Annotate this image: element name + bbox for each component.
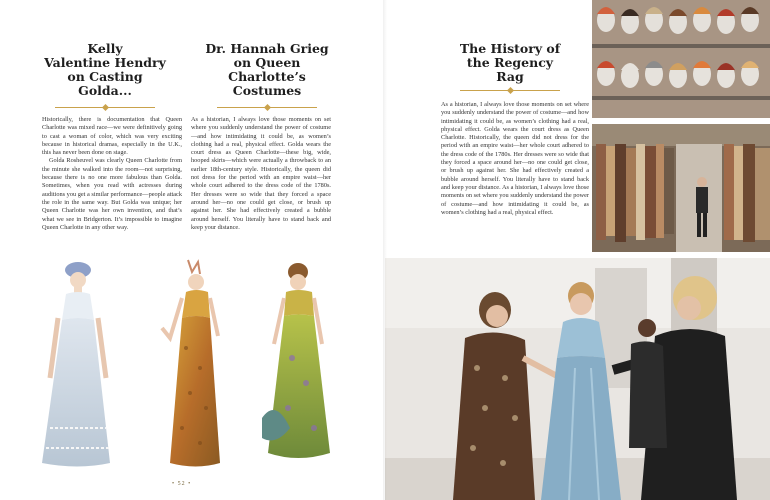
photo-costume-racks — [592, 124, 770, 252]
spine-shadow — [383, 0, 387, 500]
paragraph: Historically, there is documentation that Queen Charlotte was mixed race—we were definitively going to cast a woman of color, which was very exciting because in historical dramas, especially in the U.K., this has never been done on stage. — [42, 116, 182, 157]
heading-line: Valentine Hendry — [44, 55, 166, 70]
column-casting-golda — [42, 116, 182, 232]
gold-divider — [217, 107, 317, 108]
paragraph: As a historian, I always love those moments on set where you suddenly understand the power of costume—and how intimidating it could be, as women’s clothing had a real, physical effect. Golda wears the court dress as Queen Charlotte. Historically, the queen did not dress for the period with an empire waist—her whole court adhered to the dress code of the 1780s. Her dresses were so wide that they forced a space around her—no one could get close, or brush up against her. She had effectively created a bubble around herself. You literally have to stand back and keep your distance. As a historian, I always love those moments on set where you suddenly understand the power of costume—and how intimidating it could be, as women’s clothing had a real, physical effect. — [441, 101, 589, 216]
heading-line: on Casting — [67, 69, 143, 84]
heading-line: Dr. Hannah Grieg — [205, 41, 329, 56]
gold-divider — [55, 107, 155, 108]
heading-kelly-valentine-hendry — [30, 42, 180, 98]
photo-costume-fitting — [385, 258, 770, 500]
column-queen-charlotte-costumes — [191, 116, 331, 232]
page-number: • 52 • — [172, 481, 192, 487]
heading-line: Rag — [496, 69, 524, 84]
column-regency-rag — [441, 101, 589, 217]
heading-regency-rag — [435, 42, 585, 84]
paragraph: As a historian, I always love those moments on set where you suddenly understand the power of costume—and how intimidating it could be, as women’s clothing had a real, physical effect. Golda wears the court dress as Queen Charlotte—these big, wide, hooped skirts—which were actually a throwback to an earlier 18th-century style. Historically, the queen did not dress for the period with an empire waist—her whole court adhered to the dress code of the 1780s. Her dresses were so wide that they forced a space around her—no one could get close, or brush up against her. She had effectively created a bubble around herself. You literally have to stand back and keep your distance. — [191, 116, 331, 231]
right-page — [385, 0, 770, 500]
fashion-plate-illustrations — [30, 258, 360, 473]
figure-gold-gown — [162, 260, 220, 467]
heading-line: Kelly — [87, 41, 123, 56]
gold-divider — [460, 90, 560, 91]
heading-line: Costumes — [232, 83, 302, 98]
heading-line: the Regency — [466, 55, 554, 70]
heading-line: Charlotte’s — [228, 69, 306, 84]
heading-line: The History of — [459, 41, 561, 56]
regency-gowns-illustration — [30, 258, 360, 473]
heading-line: Golda... — [78, 83, 132, 98]
figure-green-gown — [262, 263, 330, 458]
photo-wig-room — [592, 0, 770, 118]
heading-hannah-grieg — [192, 42, 342, 98]
paragraph: Golda Rosheuvel was clearly Queen Charlotte from the minute she walked into the room—not surprising, because there is no one more fabulous than Golda. Sometimes, when you read with actresses during auditions you get a similar performance—people attack the role in the same way. But Golda was unique; her Queen Charlotte was her own invention, and that’s what we see in Bridgerton. It’s impossible to imagine Queen Charlotte in any other way. — [42, 157, 182, 231]
figure-blue-gown — [42, 262, 110, 467]
heading-line: on Queen — [233, 55, 301, 70]
